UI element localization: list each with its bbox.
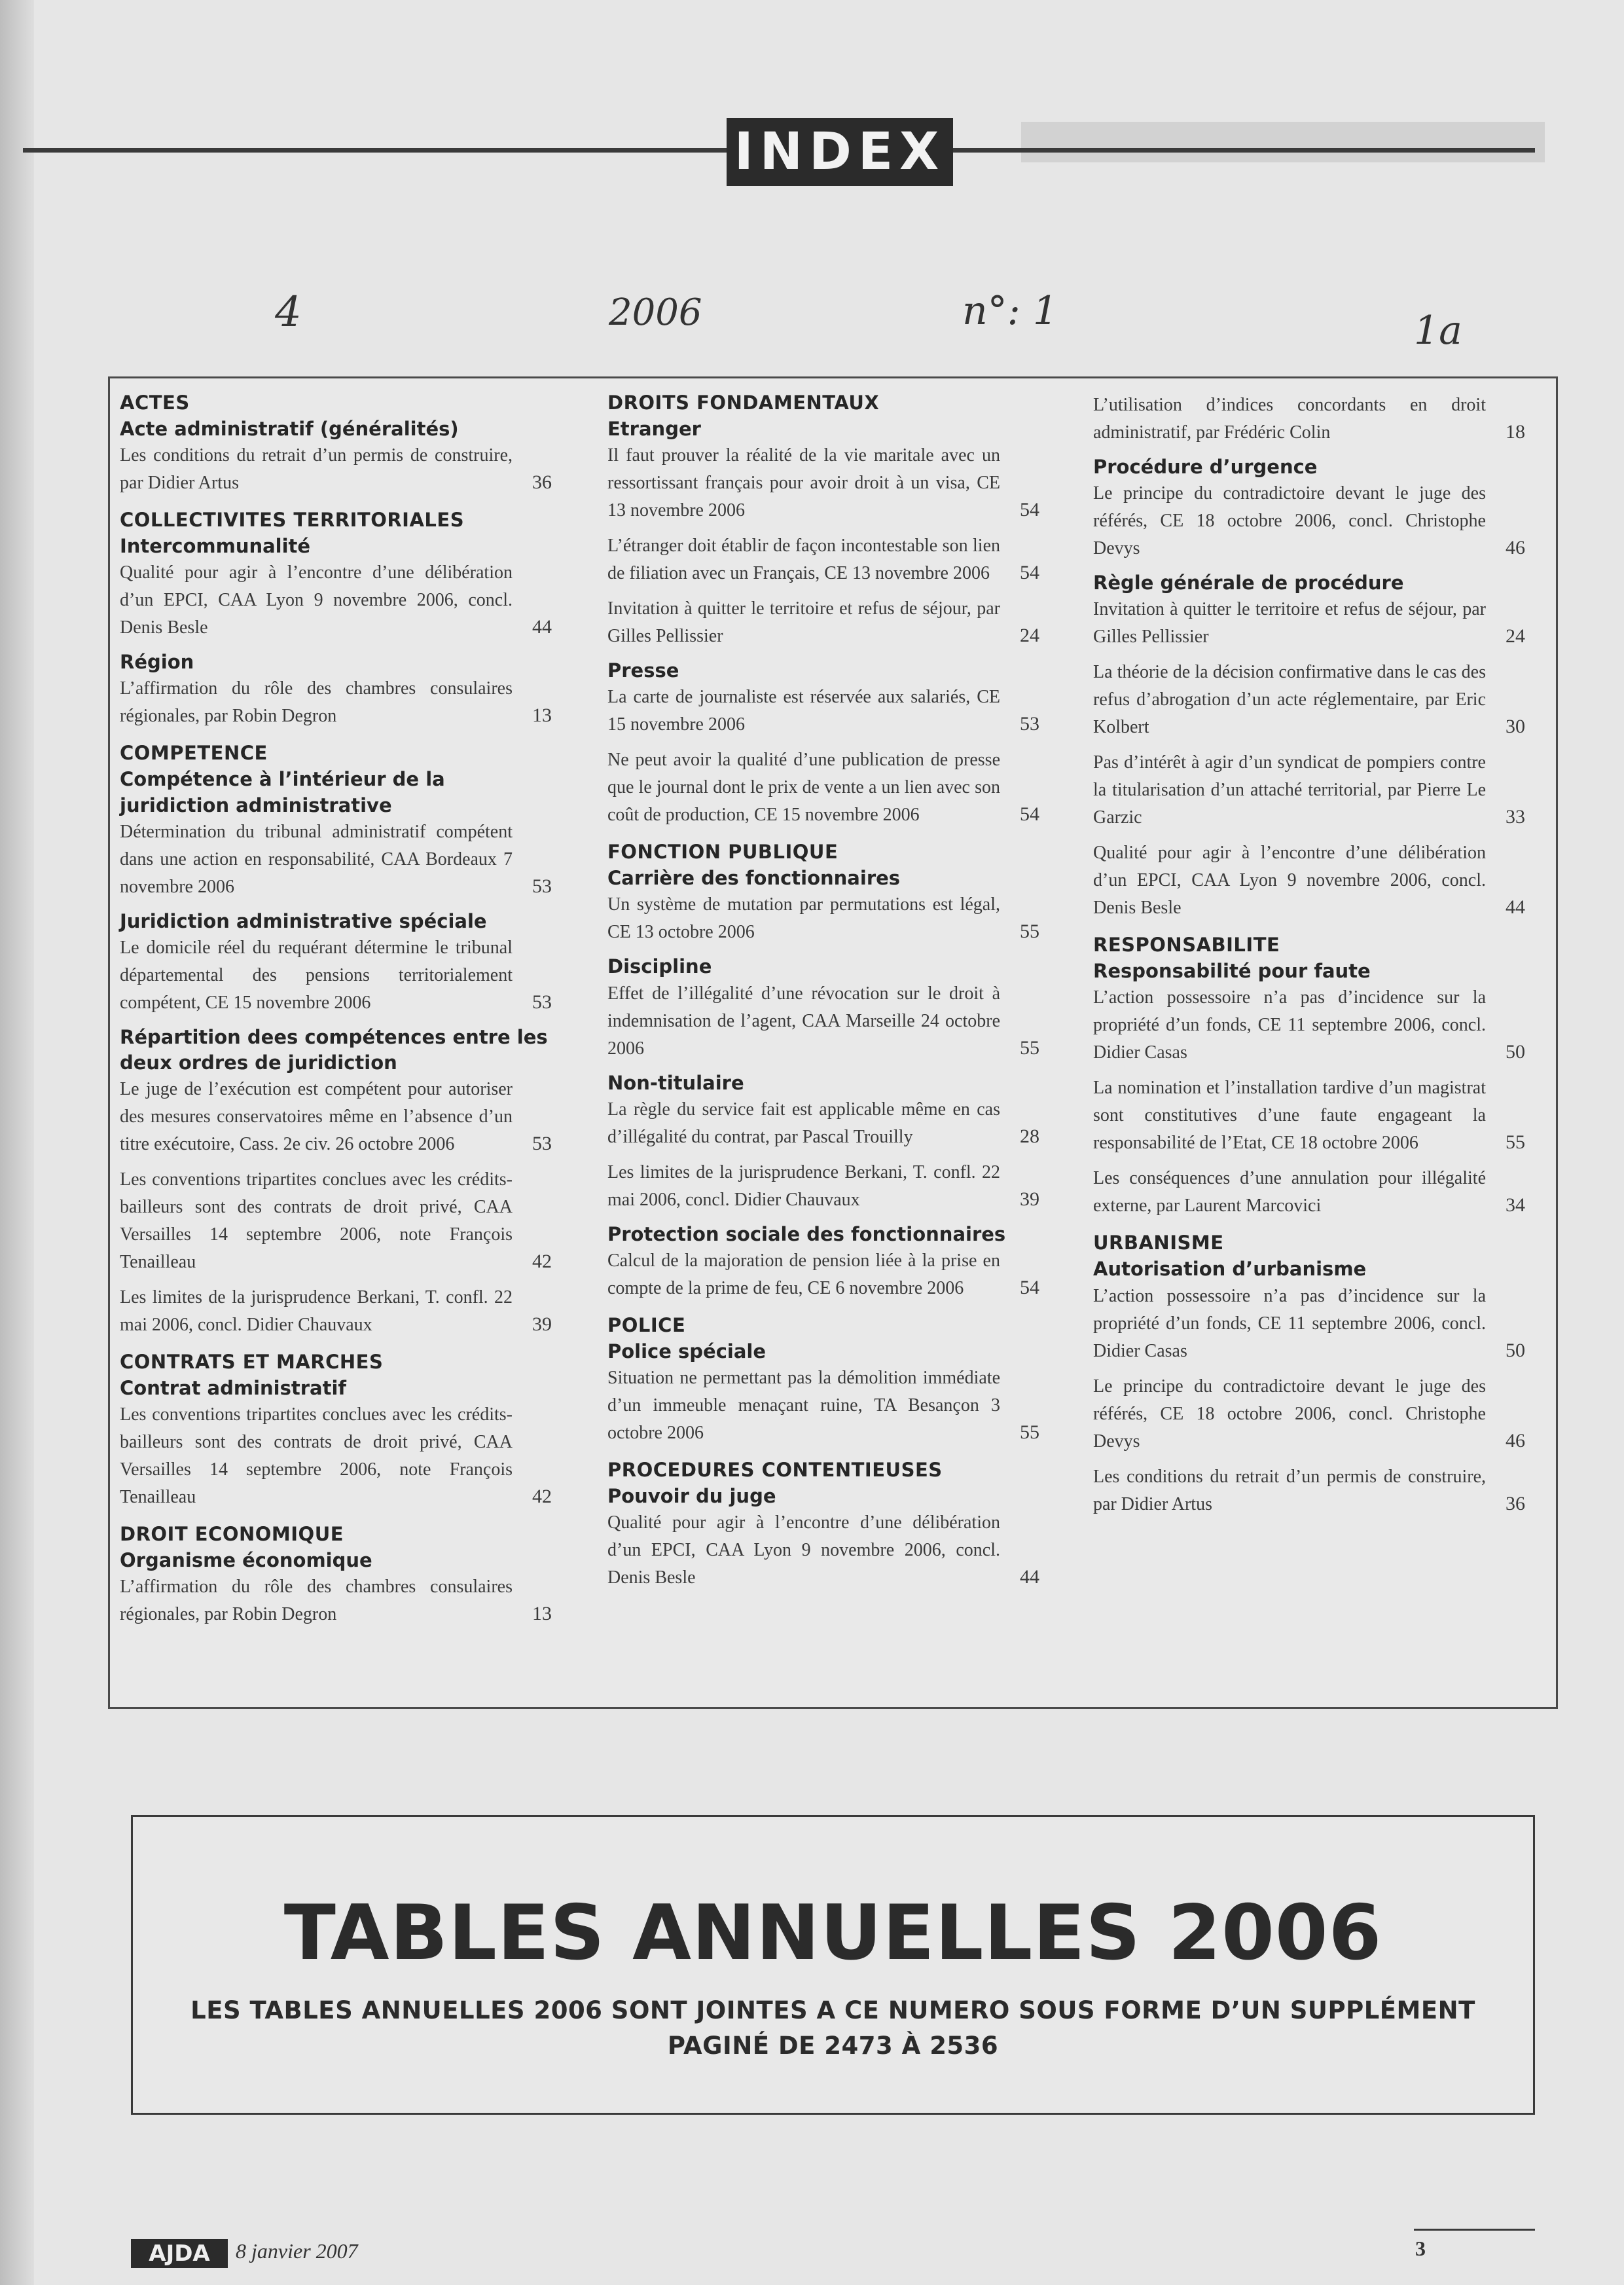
entry-page: 44 [1506, 896, 1525, 919]
entry-page: 54 [1020, 562, 1039, 584]
entry-page: 24 [1020, 625, 1039, 647]
index-column-2 [607, 392, 1039, 1600]
entry-text: Effet de l’illégalité d’une révocation sur le droit à indemnisation de l’agent, CAA Marseille 24 octobre 2006 [607, 983, 1000, 1059]
entry-page: 30 [1506, 716, 1525, 738]
index-entry [607, 980, 1039, 1063]
entry-text: La nomination et l’installation tardive d’un magistrat sont constitutives d’une faute engageant la responsabilité de l’Etat, CE 18 octobre 2006 [1093, 1078, 1486, 1154]
entry-page: 34 [1506, 1194, 1525, 1216]
ajda-logo: AJDA [131, 2239, 228, 2268]
index-entry [120, 559, 552, 642]
entry-page: 53 [532, 875, 552, 897]
entry-text: L’action possessoire n’a pas d’incidence sur la propriété d’un fonds, CE 11 septembre 2006, concl. Didier Casas [1093, 1285, 1486, 1361]
index-subcategory: Protection sociale des fonctionnaires [607, 1222, 1006, 1245]
entry-page: 54 [1020, 499, 1039, 521]
bleed-through-band [1021, 122, 1545, 162]
entry-page: 54 [1020, 1276, 1039, 1298]
entry-text: Pas d’intérêt à agir d’un syndicat de pompiers contre la titularisation d’un attaché territorial, par Pierre Le Garzic [1093, 752, 1486, 828]
index-entry [120, 1401, 552, 1511]
entry-page: 55 [1020, 1036, 1039, 1059]
entry-page: 46 [1506, 1429, 1525, 1452]
index-entry [1093, 1463, 1525, 1518]
index-category: POLICE [607, 1313, 686, 1336]
entry-text: L’utilisation d’indices concordants en droit administratif, par Frédéric Colin [1093, 395, 1486, 443]
entry-page: 55 [1506, 1131, 1525, 1154]
entry-page: 55 [1020, 921, 1039, 943]
index-subcategory: Règle générale de procédure [1093, 572, 1404, 594]
handwritten-number: n°: 1 [962, 288, 1058, 334]
entry-page: 24 [1506, 625, 1525, 648]
entry-page: 50 [1506, 1041, 1525, 1063]
handwritten-note: 1a [1414, 308, 1462, 354]
entry-page: 18 [1506, 421, 1525, 443]
tables-subtitle-line1: LES TABLES ANNUELLES 2006 SONT JOINTES A CE NUMERO SOUS FORME D’UN SUPPLÉMENT [190, 1996, 1475, 2024]
index-table [108, 376, 1558, 1709]
entry-text: L’affirmation du rôle des chambres consulaires régionales, par Robin Degron [120, 1577, 513, 1625]
entry-text: Calcul de la majoration de pension liée à la prise en compte de la prime de feu, CE 6 novembre 2006 [607, 1250, 1000, 1298]
entry-page: 50 [1506, 1339, 1525, 1361]
index-category: COMPETENCE [120, 742, 268, 765]
index-subcategory: Organisme économique [120, 1549, 372, 1572]
index-entry [607, 1364, 1039, 1447]
entry-text: Invitation à quitter le territoire et refus de séjour, par Gilles Pellissier [1093, 599, 1486, 648]
index-subcategory: Presse [607, 659, 679, 682]
index-entry [607, 746, 1039, 829]
index-entry [607, 532, 1039, 587]
tables-annuelles-box [131, 1815, 1535, 2115]
entry-text: Un système de mutation par permutations est légal, CE 13 octobre 2006 [607, 894, 1000, 943]
entry-text: Il faut prouver la réalité de la vie maritale avec un ressortissant français pour avoir droit à un visa, CE 13 novembre 2006 [607, 445, 1000, 521]
index-category: DROITS FONDAMENTAUX [607, 392, 880, 414]
entry-page: 44 [1020, 1566, 1039, 1588]
tables-title: TABLES ANNUELLES 2006 [283, 1889, 1382, 1977]
index-entry [1093, 984, 1525, 1067]
index-entry [607, 595, 1039, 650]
entry-page: 42 [532, 1486, 552, 1508]
index-subcategory: Non-titulaire [607, 1071, 744, 1094]
entry-page: 54 [1020, 803, 1039, 826]
index-category: COLLECTIVITES TERRITORIALES [120, 509, 465, 532]
entry-text: Les conventions tripartites conclues avec les crédits-bailleurs sont des contrats de droit privé, CAA Versailles 14 septembre 2006, note François Tenailleau [120, 1169, 513, 1273]
entry-text: Le juge de l’exécution est compétent pour autoriser des mesures conservatoires même en l’absence d’un titre exécutoire, Cass. 2e civ. 26 octobre 2006 [120, 1079, 513, 1155]
index-category: URBANISME [1093, 1232, 1224, 1254]
index-entry [120, 675, 552, 730]
entry-text: Les limites de la jurisprudence Berkani, T. confl. 22 mai 2006, concl. Didier Chauvaux [607, 1161, 1000, 1210]
entry-text: Les conditions du retrait d’un permis de construire, par Didier Artus [120, 445, 513, 494]
entry-page: 13 [532, 1603, 552, 1625]
entry-text: La règle du service fait est applicable même en cas d’illégalité du contrat, par Pascal Trouilly [607, 1099, 1000, 1147]
index-subcategory: Compétence à l’intérieur de la juridiction administrative [120, 768, 445, 816]
index-entry [1093, 596, 1525, 651]
index-entry [1093, 1074, 1525, 1157]
entry-page: 13 [532, 704, 552, 727]
tables-subtitle [133, 1993, 1533, 2063]
entry-text: Ne peut avoir la qualité d’une publication de presse que le journal dont le prix de vente a un lien avec son coût de production, CE 15 novembre 2006 [607, 750, 1000, 826]
index-entry [607, 1247, 1039, 1302]
index-entry [120, 1076, 552, 1158]
handwritten-volume: 4 [275, 288, 302, 337]
index-column-3 [1093, 392, 1525, 1526]
index-category: DROIT ECONOMIQUE [120, 1523, 344, 1546]
index-entry [120, 1284, 552, 1339]
index-entry [120, 1166, 552, 1276]
index-entry [120, 818, 552, 901]
index-subcategory: Carrière des fonctionnaires [607, 867, 901, 890]
entry-text: Le principe du contradictoire devant le juge des référés, CE 18 octobre 2006, concl. Christophe Devys [1093, 1376, 1486, 1452]
entry-text: Invitation à quitter le territoire et refus de séjour, par Gilles Pellissier [607, 598, 1000, 647]
issue-date: 8 janvier 2007 [236, 2239, 358, 2263]
index-entry [1093, 659, 1525, 741]
index-entry [1093, 480, 1525, 562]
entry-page: 55 [1020, 1421, 1039, 1443]
index-category: PROCEDURES CONTENTIEUSES [607, 1458, 943, 1481]
entry-text: La théorie de la décision confirmative dans le cas des refus d’abrogation d’un acte réglementaire, par Eric Kolbert [1093, 662, 1486, 738]
index-subcategory: Intercommunalité [120, 535, 311, 558]
index-entry [607, 1509, 1039, 1592]
page-edge-shadow [0, 0, 34, 2285]
index-category: RESPONSABILITE [1093, 934, 1280, 957]
index-entry [607, 1159, 1039, 1214]
entry-page: 46 [1506, 537, 1525, 559]
index-title: INDEX [727, 118, 953, 186]
index-subcategory: Région [120, 651, 194, 674]
index-category: CONTRATS ET MARCHES [120, 1351, 384, 1374]
page-number: 3 [1415, 2237, 1426, 2260]
footer-rule [1414, 2229, 1535, 2231]
index-entry [607, 442, 1039, 524]
entry-page: 53 [1020, 713, 1039, 735]
index-category: ACTES [120, 392, 190, 414]
tables-subtitle-line2: PAGINÉ DE 2473 À 2536 [667, 2031, 999, 2060]
entry-text: Qualité pour agir à l’encontre d’une délibération d’un EPCI, CAA Lyon 9 novembre 2006, concl. Denis Besle [607, 1512, 1000, 1588]
index-entry [607, 684, 1039, 739]
index-entry [1093, 1165, 1525, 1220]
index-entry [1093, 839, 1525, 922]
entry-page: 39 [1020, 1188, 1039, 1210]
index-subcategory: Discipline [607, 955, 712, 978]
entry-text: Les limites de la jurisprudence Berkani, T. confl. 22 mai 2006, concl. Didier Chauvaux [120, 1287, 513, 1336]
entry-page: 39 [532, 1313, 552, 1336]
entry-text: Le principe du contradictoire devant le juge des référés, CE 18 octobre 2006, concl. Christophe Devys [1093, 483, 1486, 559]
index-subcategory: Autorisation d’urbanisme [1093, 1258, 1367, 1281]
index-category: FONCTION PUBLIQUE [607, 841, 839, 864]
entry-text: Les conditions du retrait d’un permis de construire, par Didier Artus [1093, 1466, 1486, 1514]
entry-page: 28 [1020, 1125, 1039, 1147]
index-subcategory: Pouvoir du juge [607, 1484, 776, 1507]
index-entry [120, 1573, 552, 1628]
entry-page: 36 [1506, 1492, 1525, 1514]
entry-text: L’affirmation du rôle des chambres consulaires régionales, par Robin Degron [120, 678, 513, 727]
index-entry [1093, 1373, 1525, 1455]
entry-text: L’action possessoire n’a pas d’incidence sur la propriété d’un fonds, CE 11 septembre 2006, concl. Didier Casas [1093, 987, 1486, 1063]
entry-text: Qualité pour agir à l’encontre d’une délibération d’un EPCI, CAA Lyon 9 novembre 2006, concl. Denis Besle [120, 562, 513, 638]
entry-text: Détermination du tribunal administratif compétent dans une action en responsabilité, CAA Bordeaux 7 novembre 2006 [120, 821, 513, 897]
entry-text: Les conséquences d’une annulation pour illégalité externe, par Laurent Marcovici [1093, 1168, 1486, 1216]
entry-page: 33 [1506, 806, 1525, 828]
entry-text: La carte de journaliste est réservée aux salariés, CE 15 novembre 2006 [607, 687, 1000, 735]
index-entry [120, 442, 552, 497]
index-subcategory: Police spéciale [607, 1340, 767, 1362]
index-entry [120, 934, 552, 1017]
index-subcategory: Juridiction administrative spéciale [120, 909, 487, 932]
entry-text: L’étranger doit établir de façon incontestable son lien de filiation avec un Français, CE 13 novembre 2006 [607, 536, 1000, 584]
entry-page: 36 [532, 471, 552, 494]
handwritten-year: 2006 [609, 291, 702, 334]
entry-page: 53 [532, 1133, 552, 1155]
entry-page: 53 [532, 991, 552, 1013]
entry-page: 44 [532, 616, 552, 638]
index-entry [1093, 749, 1525, 832]
index-subcategory: Responsabilité pour faute [1093, 960, 1371, 983]
entry-page: 42 [532, 1251, 552, 1273]
index-entry [607, 1096, 1039, 1151]
entry-text: Qualité pour agir à l’encontre d’une délibération d’un EPCI, CAA Lyon 9 novembre 2006, concl. Denis Besle [1093, 843, 1486, 919]
index-entry [1093, 1283, 1525, 1365]
entry-text: Les conventions tripartites conclues avec les crédits-bailleurs sont des contrats de droit privé, CAA Versailles 14 septembre 2006, note François Tenailleau [120, 1404, 513, 1508]
index-subcategory: Acte administratif (généralités) [120, 418, 459, 440]
index-column-1 [120, 392, 552, 1636]
entry-text: Situation ne permettant pas la démolition immédiate d’un immeuble menaçant ruine, TA Besançon 3 octobre 2006 [607, 1367, 1000, 1443]
index-subcategory: Etranger [607, 418, 701, 440]
index-entry [607, 891, 1039, 946]
index-subcategory: Contrat administratif [120, 1377, 347, 1400]
index-subcategory: Procédure d’urgence [1093, 456, 1318, 478]
index-subcategory: Répartition dees compétences entre les deux ordres de juridiction [120, 1025, 548, 1074]
index-entry [1093, 392, 1525, 447]
entry-text: Le domicile réel du requérant détermine le tribunal départemental des pensions territorialement compétent, CE 15 novembre 2006 [120, 937, 513, 1013]
